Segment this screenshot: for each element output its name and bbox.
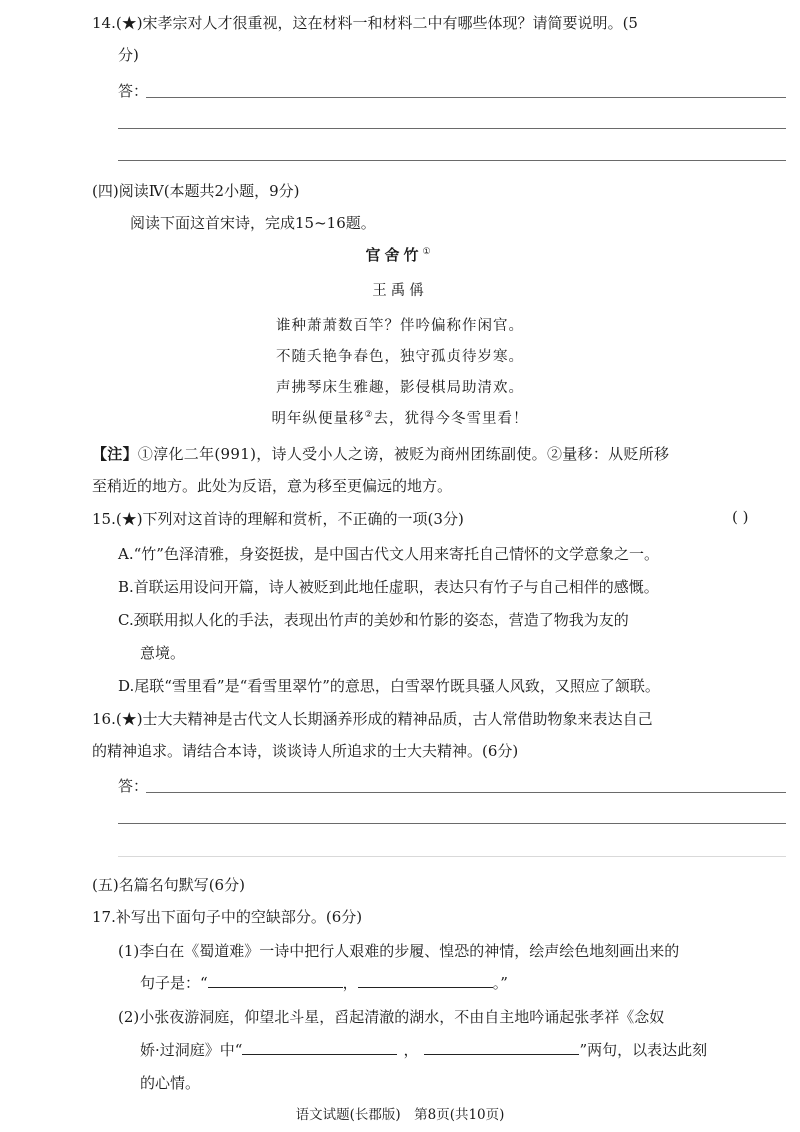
poem-title-text: 官舍竹 [365, 246, 423, 264]
section5-header: (五)名篇名句默写(6分) [92, 876, 245, 894]
q14-answer-line-3[interactable] [118, 160, 786, 161]
q17-p2-text-b: ， [403, 1041, 419, 1059]
q14-answer-line-1[interactable] [146, 97, 786, 98]
poem-line-4-b: 去，犹得今冬雪里看！ [373, 411, 529, 427]
q17-p2-text-c: ”两句，以表达此刻 [579, 1041, 708, 1059]
q15-option-b: B.首联运用设问开篇，诗人被贬到此地任虚职，表达只有竹子与自己相伴的感慨。 [118, 578, 659, 596]
q17-p1-text-a: 句子是：“ [140, 974, 208, 992]
q14-line2: 分) [118, 46, 139, 64]
separator-line [118, 856, 786, 857]
poem-note-mark: ② [364, 410, 374, 421]
q17-p2-line3: 的心情。 [140, 1074, 201, 1092]
q15-option-c-cont: 意境。 [140, 644, 186, 662]
q17-blank-4[interactable] [424, 1040, 579, 1055]
poem-author: 王禹偁 [372, 283, 428, 299]
q16-answer-line-1[interactable] [146, 792, 786, 793]
poem-line-2: 不随夭艳争春色，独守孤贞待岁寒。 [276, 349, 524, 365]
poem-title-note: ① [422, 247, 435, 257]
q15-option-a: A.“竹”色泽清雅，身姿挺拔，是中国古代文人用来寄托自己情怀的文学意象之一。 [118, 545, 659, 563]
page-footer: 语文试题(长郡版) 第8页(共10页) [295, 1107, 505, 1123]
poem-line-3: 声拂琴床生雅趣，影侵棋局助清欢。 [276, 380, 524, 396]
section4-header: (四)阅读Ⅳ(本题共2小题，9分) [92, 182, 300, 200]
q14-line1: 14.(★)宋孝宗对人才很重视，这在材料一和材料二中有哪些体现？请简要说明。(5 [92, 14, 638, 32]
poem-line-4 [0, 407, 800, 428]
q17-blank-3[interactable] [242, 1040, 397, 1055]
q17-p1-text-b: ， [342, 974, 358, 992]
q17-p2-line1: (2)小张夜游洞庭，仰望北斗星，舀起清澈的湖水，不由自主地吟诵起张孝祥《念奴 [118, 1008, 665, 1026]
q17-p2-text-a: 娇·过洞庭》中“ [140, 1041, 243, 1059]
note-line-1 [92, 443, 669, 464]
poem-line-1: 谁种萧萧数百竿？伴吟偏称作闲官。 [276, 318, 524, 334]
note-label: 【注】 [92, 445, 138, 463]
q17-stem: 17.补写出下面句子中的空缺部分。(6分) [92, 908, 363, 926]
q17-blank-2[interactable] [358, 973, 493, 988]
q17-p1-line1: (1)李白在《蜀道难》一诗中把行人艰难的步履、惶恐的神情，绘声绘色地刻画出来的 [118, 942, 680, 960]
q15-answer-bracket[interactable]: ( ) [732, 508, 749, 526]
q16-answer-line-2[interactable] [118, 823, 786, 824]
q14-answer-line-2[interactable] [118, 128, 786, 129]
poem-line-4-a: 明年纵便量移 [271, 411, 365, 427]
q17-p1-text-c: 。” [492, 974, 508, 992]
q17-blank-1[interactable] [208, 973, 343, 988]
q16-line1: 16.(★)士大夫精神是古代文人长期涵养形成的精神品质，古人常借助物象来表达自己 [92, 710, 653, 728]
poem-title [0, 244, 800, 265]
q16-line2: 的精神追求。请结合本诗，谈谈诗人所追求的士大夫精神。(6分) [92, 742, 519, 760]
section4-intro: 阅读下面这首宋诗，完成15~16题。 [130, 214, 376, 232]
q16-answer-label: 答： [118, 777, 149, 795]
q15-option-c: C.颈联用拟人化的手法，表现出竹声的美妙和竹影的姿态，营造了物我为友的 [118, 611, 629, 629]
q14-answer-label: 答： [118, 82, 149, 100]
q17-p1-line2 [140, 972, 508, 993]
note-line-2: 至稍近的地方。此处为反语，意为移至更偏远的地方。 [92, 477, 453, 495]
q15-option-d: D.尾联“雪里看”是“看雪里翠竹”的意思，白雪翠竹既具骚人风致，又照应了颔联。 [118, 677, 660, 695]
q17-p2-line2 [140, 1039, 707, 1060]
q15-stem: 15.(★)下列对这首诗的理解和赏析，不正确的一项(3分) [92, 510, 464, 528]
note-text-1: ①淳化二年(991)，诗人受小人之谤，被贬为商州团练副使。②量移：从贬所移 [137, 445, 670, 463]
